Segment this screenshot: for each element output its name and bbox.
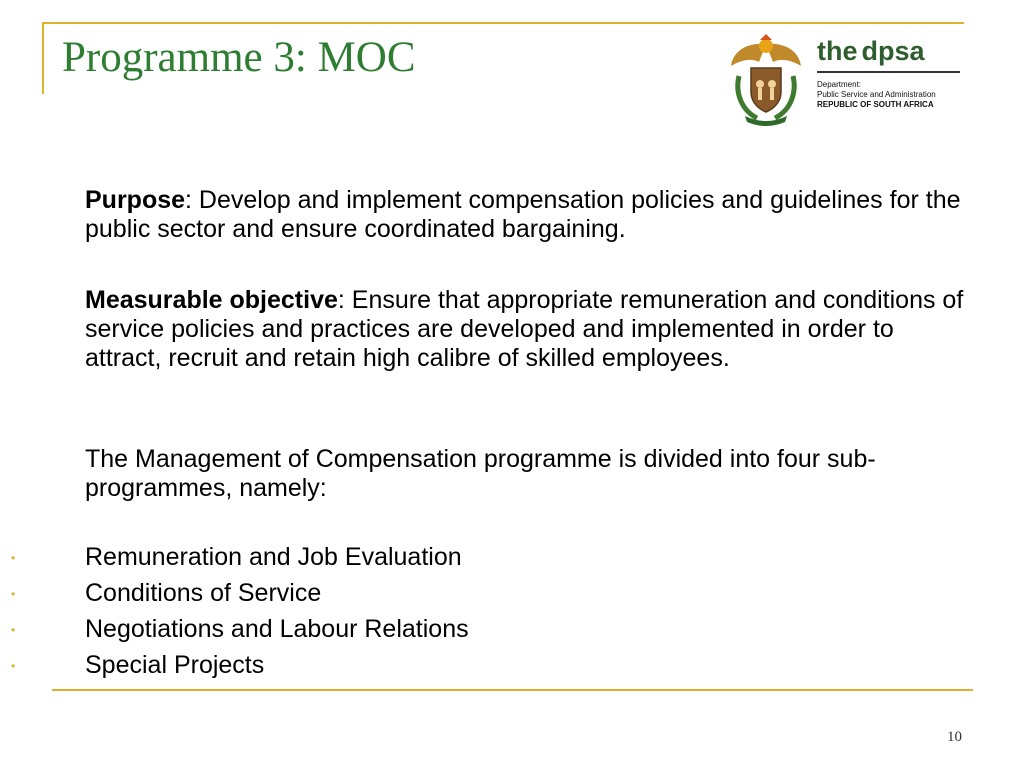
intro-paragraph: The Management of Compensation programme is divided into four sub-programmes, namely: (85, 445, 876, 502)
brand-line-department: Department: (817, 80, 862, 89)
sub-programme-list (0, 543, 700, 687)
brand-line-country: REPUBLIC OF SOUTH AFRICA (817, 100, 934, 109)
page-number: 10 (947, 729, 962, 745)
bullet-icon: • (11, 659, 16, 673)
dpsa-logo (727, 30, 967, 130)
objective-paragraph (85, 286, 970, 373)
purpose-label: Purpose (85, 186, 186, 214)
objective-text: : Ensure that appropriate remuneration and conditions of service policies and practices are developed and implemented in order to attract, recruit and retain high calibre of skilled employees. (85, 286, 964, 372)
bullet-icon: • (11, 623, 16, 637)
bottom-divider (52, 689, 973, 691)
purpose-text: : Develop and implement compensation policies and guidelines for the public sector and ensure coordinated bargaining. (85, 186, 961, 243)
purpose-paragraph (85, 186, 970, 244)
brand-the: the (817, 36, 858, 66)
slide-title: Programme 3: MOC (62, 34, 416, 81)
brand-divider (817, 71, 960, 73)
brand-wordmark (817, 38, 967, 65)
list-item (0, 615, 700, 651)
dpsa-brand (817, 38, 967, 110)
objective-label: Measurable objective (85, 286, 338, 314)
list-item-label: Remuneration and Job Evaluation (85, 543, 462, 571)
list-item-label: Special Projects (85, 651, 265, 679)
list-item-label: Negotiations and Labour Relations (85, 615, 469, 643)
list-item-label: Conditions of Service (85, 579, 322, 607)
bullet-icon: • (11, 587, 16, 601)
list-item (0, 651, 700, 687)
top-divider (44, 22, 964, 24)
brand-dpsa: dpsa (861, 36, 925, 66)
brand-line-ministry: Public Service and Administration (817, 90, 936, 99)
bullet-icon: • (11, 551, 16, 565)
list-item (0, 543, 700, 579)
list-item (0, 579, 700, 615)
left-divider (42, 22, 44, 94)
coat-of-arms-icon (727, 34, 805, 126)
